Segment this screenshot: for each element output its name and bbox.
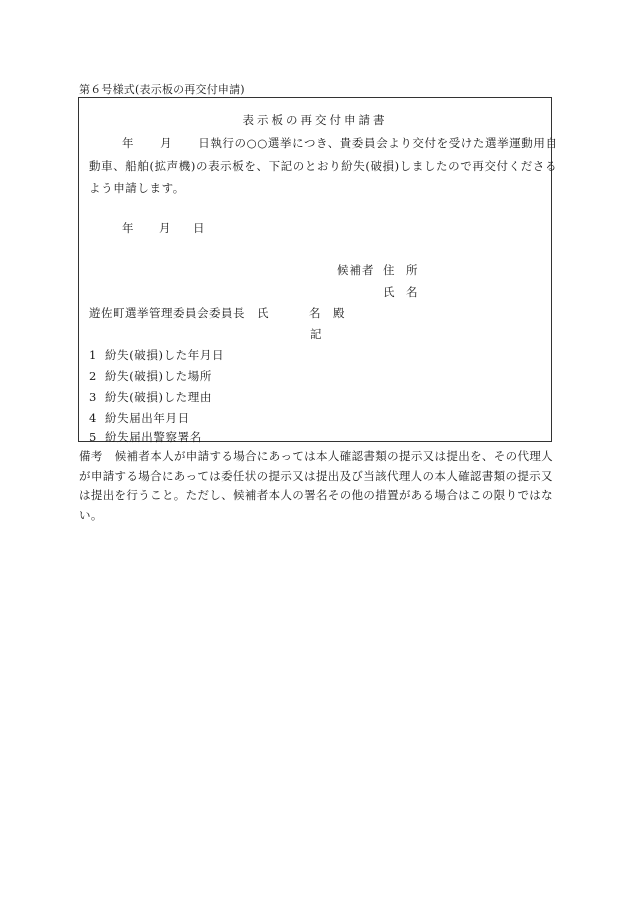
list-item: 3 紛失(破損)した理由 (89, 390, 212, 404)
form-title: 表示板の再交付申請書 (242, 113, 388, 127)
remarks-line-3: は提出を行うこと。ただし、候補者本人の署名その他の措置がある場合はこの限りではな (79, 488, 553, 502)
application-form-box (78, 97, 558, 444)
candidate-label: 候補者 (337, 263, 375, 277)
date-day-text: 日執行の○○選挙につき、貴委員会より交付を受けた選挙運動用自 (198, 136, 558, 150)
remarks-label: 備考 (79, 449, 103, 463)
form-number-heading: 第６号様式(表示板の再交付申請) (79, 83, 245, 96)
remarks-line-1: 備考 候補者本人が申請する場合にあっては本人確認書類の提示又は提出を、その代理人 (79, 449, 554, 463)
name-label: 氏 名 (383, 285, 418, 299)
addressee-title: 遊佐町選挙管理委員会委員長 氏 (89, 306, 269, 320)
application-day: 日 (193, 221, 205, 235)
list-item: 2 紛失(破損)した場所 (89, 369, 212, 383)
date-year-label: 年 (122, 136, 135, 150)
addressee-name-label: 名 (309, 306, 321, 320)
address-label: 住 所 (383, 263, 418, 277)
list-item: 1 紛失(破損)した年月日 (89, 348, 225, 362)
body-line-2: 動車、船舶(拡声機)の表示板を、下記のとおり紛失(破損)しましたので再交付くださる (89, 159, 558, 173)
addressee-honorific: 殿 (333, 306, 345, 320)
application-year: 年 (122, 221, 134, 235)
body-line-1 (89, 135, 558, 151)
remarks-section (79, 447, 553, 525)
remarks-line-4: い。 (79, 507, 103, 522)
list-item: 4 紛失届出年月日 (89, 411, 190, 425)
list-item: 5 紛失届出警察署名 (89, 430, 202, 444)
body-line-3: よう申請します。 (89, 181, 185, 195)
date-month-label: 月 (160, 136, 173, 150)
application-month: 月 (159, 221, 171, 235)
remarks-line-2: が申請する場合にあっては委任状の提示又は提出及び当該代理人の本人確認書類の提示又 (79, 468, 553, 483)
ki-marker: 記 (310, 327, 322, 341)
